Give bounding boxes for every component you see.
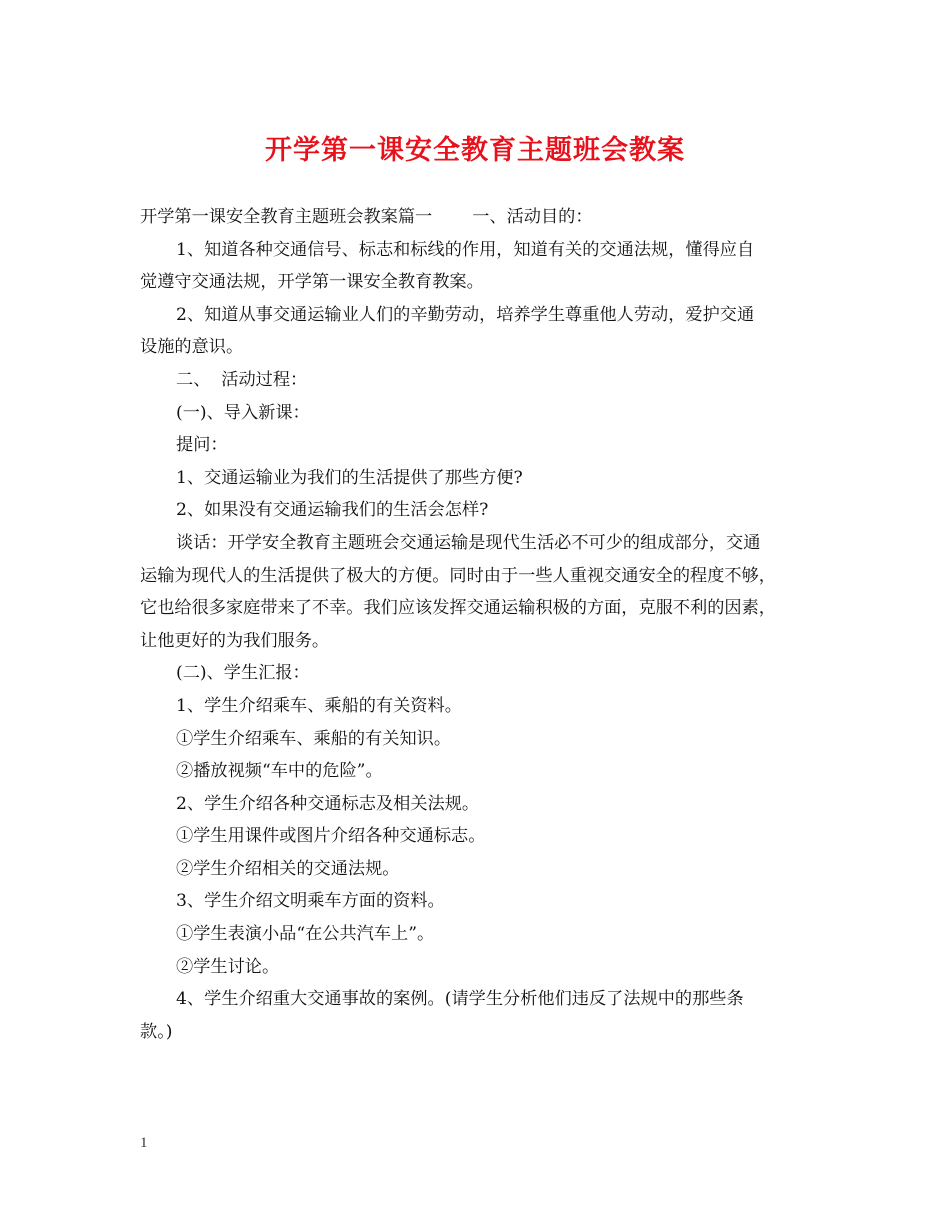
paragraph-line: 让他更好的为我们服务。 bbox=[140, 630, 330, 651]
heading-article-title: 开学第一课安全教育主题班会教案篇一 bbox=[140, 207, 433, 227]
paragraph-line: 2、知道从事交通运输业人们的辛勤劳动，培养学生尊重他人劳动，爱护交通 bbox=[176, 304, 755, 325]
list-item: 4、学生介绍重大交通事故的案例。(请学生分析他们违反了法规中的那些条 bbox=[176, 989, 744, 1010]
subsection-heading: (二)、学生汇报： bbox=[176, 663, 310, 684]
paragraph-line: 运输为现代人的生活提供了极大的方便。同时由于一些人重视交通安全的程度不够， bbox=[140, 565, 776, 586]
list-item: 1、学生介绍乘车、乘船的有关资料。 bbox=[176, 695, 462, 716]
paragraph-line: 它也给很多家庭带来了不幸。我们应该发挥交通运输积极的方面，克服不利的因素， bbox=[140, 598, 776, 619]
section-heading-line bbox=[140, 201, 830, 234]
paragraph-line: 觉遵守交通法规，开学第一课安全教育教案。 bbox=[140, 272, 484, 293]
document-body bbox=[140, 201, 830, 1048]
paragraph-line: 设施的意识。 bbox=[140, 337, 244, 358]
paragraph-line: 款。) bbox=[140, 1021, 173, 1042]
list-item: ①学生用课件或图片介绍各种交通标志。 bbox=[176, 826, 486, 847]
paragraph-line: 谈话：开学安全教育主题班会交通运输是现代生活必不可少的组成部分，交通 bbox=[176, 532, 761, 553]
list-item: ②播放视频“车中的危险”。 bbox=[176, 761, 383, 782]
paragraph-line: 1、知道各种交通信号、标志和标线的作用，知道有关的交通法规，懂得应自 bbox=[176, 239, 755, 260]
list-item: 1、交通运输业为我们的生活提供了那些方便? bbox=[176, 467, 523, 488]
document-title: 开学第一课安全教育主题班会教案 bbox=[265, 135, 685, 166]
list-item: ①学生介绍乘车、乘船的有关知识。 bbox=[176, 728, 452, 749]
subsection-heading: (一)、导入新课： bbox=[176, 402, 310, 423]
section-heading: 二、 活动过程： bbox=[176, 369, 308, 390]
list-item: 2、学生介绍各种交通标志及相关法规。 bbox=[176, 793, 480, 814]
list-item: 3、学生介绍文明乘车方面的资料。 bbox=[176, 891, 445, 912]
list-item: ②学生讨论。 bbox=[176, 956, 280, 977]
list-item: ①学生表演小品“在公共汽车上”。 bbox=[176, 924, 435, 945]
page-number: 1 bbox=[140, 1135, 148, 1151]
list-item: 2、如果没有交通运输我们的生活会怎样? bbox=[176, 500, 489, 521]
paragraph-line: 提问： bbox=[176, 435, 228, 456]
heading-activity-goal: 一、活动目的： bbox=[472, 207, 593, 227]
list-item: ②学生介绍相关的交通法规。 bbox=[176, 858, 400, 879]
